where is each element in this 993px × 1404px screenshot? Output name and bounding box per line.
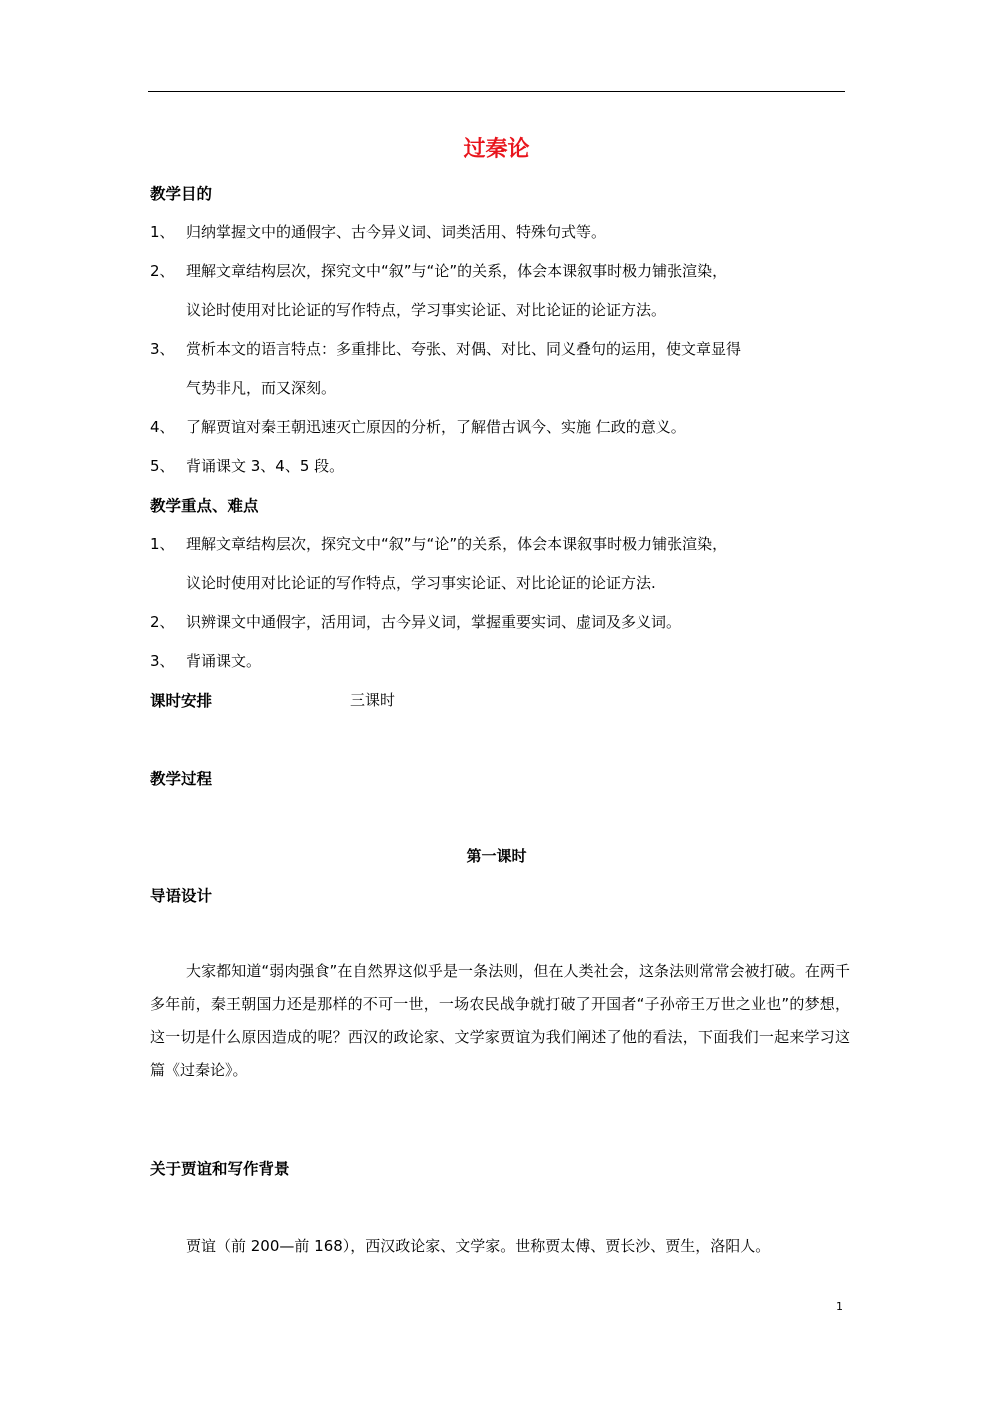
objective-5-number: 5、 (150, 457, 175, 475)
key-point-2-text: 识辨课文中通假字，活用词，古今异义词，掌握重要实词、虚词及多义词。 (186, 613, 682, 631)
lesson-1-heading: 第一课时 (466, 847, 527, 865)
intro-paragraph: 大家都知道“弱肉强食”在自然界这似乎是一条法则，但在人类社会，这条法则常常会被打破。在两千多年前，秦王朝国力还是那样的不可一世，一场农民战争就打破了开国者“子孙帝王万世之业也”的梦想，这一切是什么原因造成的呢？西汉的政论家、文学家贾谊为我们阐述了他的看法，下面我们一起来学习这篇《过秦论》。 (150, 962, 850, 1079)
key-point-1-text-line2: 议论时使用对比论证的写作特点，学习事实论证、对比论证的论证方法. (186, 574, 656, 592)
page-number: 1 (836, 1300, 843, 1313)
background-paragraph: 贾谊（前 200—前 168），西汉政论家、文学家。世称贾太傅、贾长沙、贾生，洛阳人。 (186, 1237, 771, 1255)
objective-2-text-line1: 理解文章结构层次，探究文中“叙”与“论”的关系，体会本课叙事时极力铺张渲染， (186, 262, 728, 280)
objective-3-number: 3、 (150, 340, 175, 358)
document-title: 过秦论 (463, 137, 530, 162)
key-point-1-number: 1、 (150, 535, 175, 553)
key-points-heading: 教学重点、难点 (150, 497, 259, 515)
key-point-3-text: 背诵课文。 (186, 652, 262, 670)
objective-2-text-line2: 议论时使用对比论证的写作特点，学习事实论证、对比论证的论证方法。 (186, 301, 667, 319)
objectives-heading: 教学目的 (150, 185, 213, 203)
process-heading: 教学过程 (150, 770, 213, 788)
schedule-heading: 课时安排 (150, 692, 213, 710)
key-point-3-number: 3、 (150, 652, 175, 670)
key-point-2-number: 2、 (150, 613, 175, 631)
objective-2-number: 2、 (150, 262, 175, 280)
key-point-1-text-line1: 理解文章结构层次，探究文中“叙”与“论”的关系，体会本课叙事时极力铺张渲染， (186, 535, 728, 553)
objective-1-text: 归纳掌握文中的通假字、古今异义词、词类活用、特殊句式等。 (186, 223, 607, 241)
objective-4-number: 4、 (150, 418, 175, 436)
objective-3-text-line1: 赏析本文的语言特点：多重排比、夸张、对偶、对比、同义叠句的运用，使文章显得 (186, 340, 742, 358)
objective-5-text: 背诵课文 3、4、5 段。 (186, 457, 345, 475)
schedule-value: 三课时 (350, 691, 396, 709)
objective-3-text-line2: 气势非凡，而又深刻。 (186, 379, 337, 397)
header-rule (148, 91, 845, 92)
background-heading: 关于贾谊和写作背景 (150, 1160, 290, 1178)
objective-1-number: 1、 (150, 223, 175, 241)
intro-heading: 导语设计 (150, 887, 213, 905)
objective-4-text: 了解贾谊对秦王朝迅速灭亡原因的分析，了解借古讽今、实施 仁政的意义。 (186, 418, 686, 436)
